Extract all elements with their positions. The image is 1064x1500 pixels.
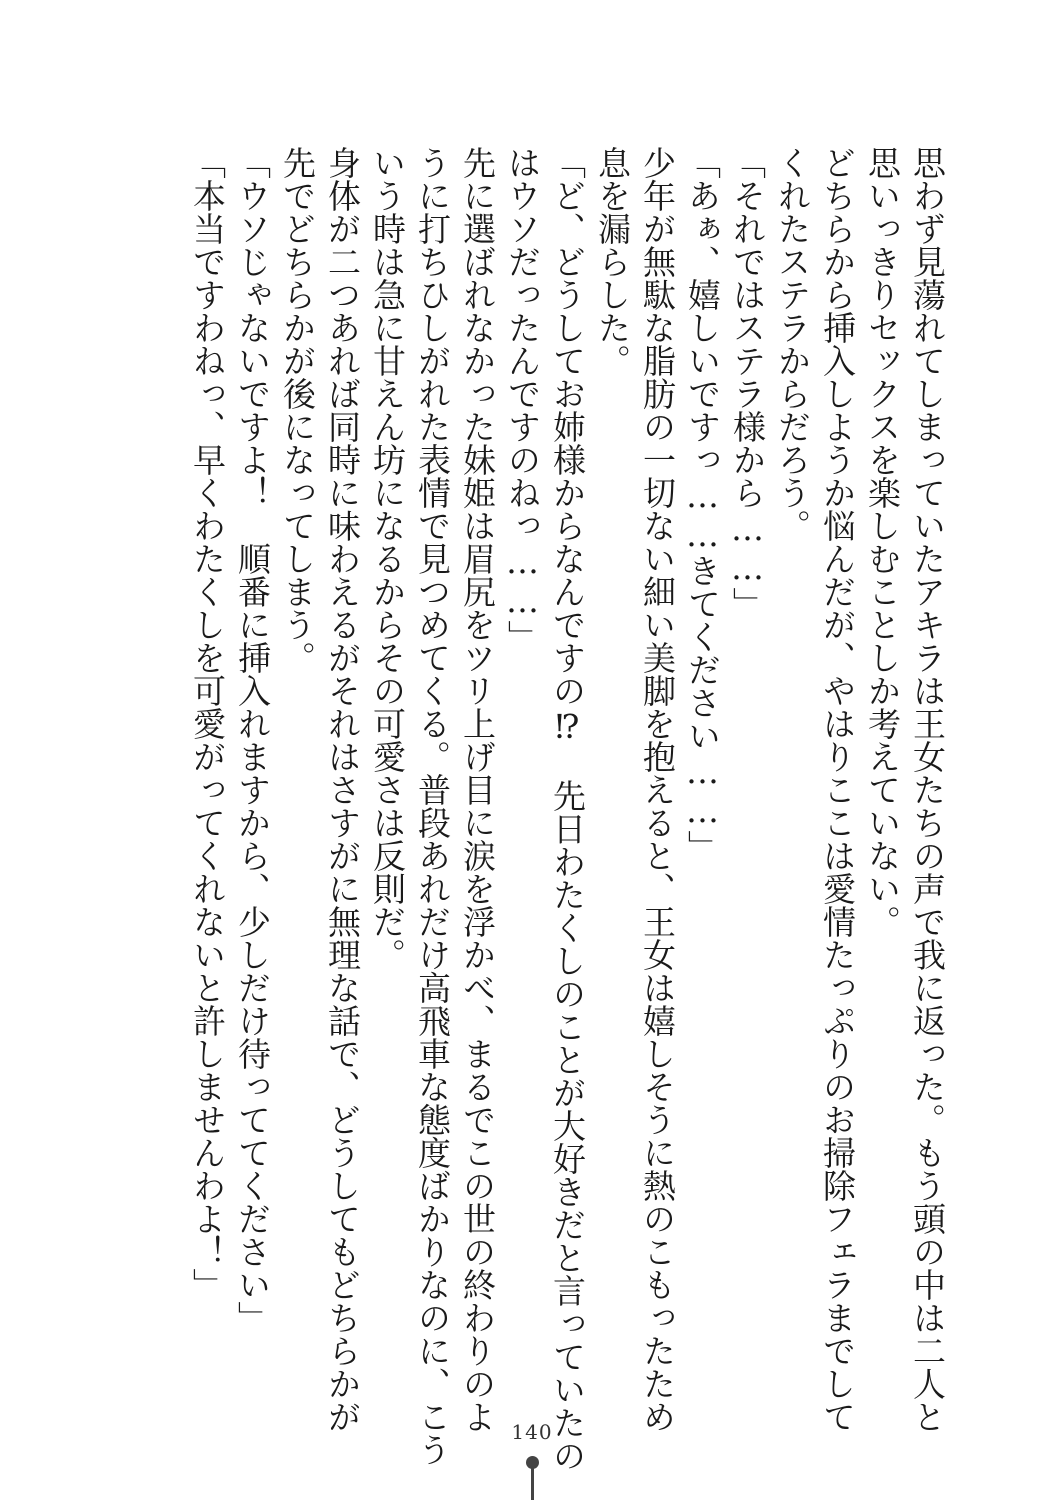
text-column: くれたステラからだろう。 xyxy=(773,146,812,542)
text-column: 思わず見蕩れてしまっていたアキラは王女たちの声で我に返った。もう頭の中は二人と xyxy=(908,146,947,1433)
text-column: 息を漏らした。 xyxy=(593,146,632,377)
text-column: 先に選ばれなかった妹姫は眉尻をツリ上げ目に涙を浮かべ、まるでこの世の終わりのよ xyxy=(458,146,497,1433)
text-column: 「本当ですわねっ、早くわたくしを可愛がってくれないと許しませんわよ！」 xyxy=(188,146,227,1301)
text-column: 「あぁ、嬉しいですっ……きてください……」 xyxy=(683,146,722,863)
text-column: 「ウソじゃないですよ！ 順番に挿入れますから、少しだけ待っててください」 xyxy=(233,146,272,1334)
text-column: いう時は急に甘えん坊になるからその可愛さは反則だ。 xyxy=(368,146,407,971)
text-column: 少年が無駄な脂肪の一切ない細い美脚を抱えると、王女は嬉しそうに熱のこもったため xyxy=(638,146,677,1433)
text-column: 「それではステラ様から……」 xyxy=(728,146,767,620)
page-marker-line xyxy=(531,1466,534,1500)
text-column: どちらから挿入しようか悩んだが、やはりここは愛情たっぷりのお掃除フェラまでして xyxy=(818,146,857,1433)
text-column: うに打ちひしがれた表情で見つめてくる。普段あれだけ高飛車な態度ばかりなのに、こう xyxy=(413,146,452,1466)
text-column: 思いっきりセックスを楽しむことしか考えていない。 xyxy=(863,146,902,938)
text-column: 先でどちらかが後になってしまう。 xyxy=(278,146,317,674)
text-column: はウソだったんですのねっ……」 xyxy=(503,146,542,653)
text-column: 「ど、どうしてお姉様からなんですの⁉ 先日わたくしのことが大好きだと言っていたの xyxy=(548,146,587,1472)
page-number: 140 xyxy=(511,1420,553,1444)
text-column: 身体が二つあれば同時に味わえるがそれはさすがに無理な話で、どうしてもどちらかが xyxy=(323,146,362,1433)
